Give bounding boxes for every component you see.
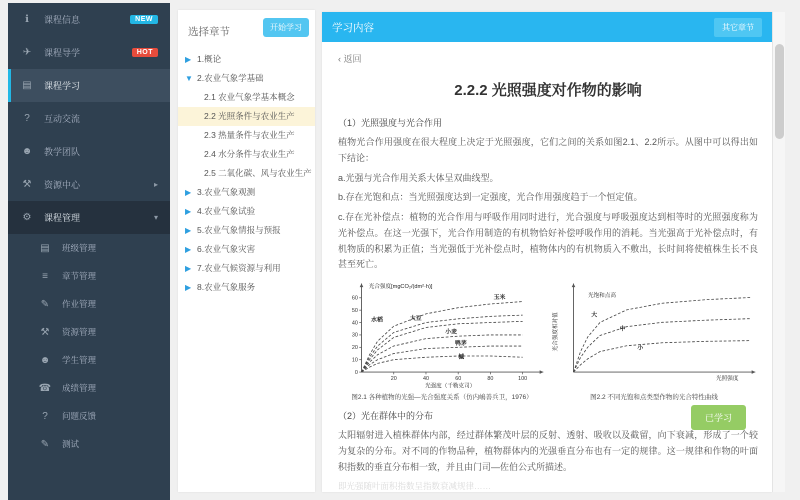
info-icon: ℹ	[25, 14, 29, 25]
content-panel	[322, 12, 772, 492]
users-icon: ☻	[39, 354, 51, 366]
question-icon: ?	[42, 410, 48, 422]
sidebar-item-label: 教学团队	[44, 147, 81, 157]
sidebar-item-label: 课程管理	[44, 213, 81, 223]
point-b: b.存在光饱和点：当光照强度达到一定强度，光合作用强度趋于一个恒定值。	[338, 192, 643, 203]
sidebar-item-users[interactable]	[8, 346, 170, 374]
chapter-tree-label: 6.农业气象灾害	[197, 244, 256, 254]
point-c-paragraph: c.存在光补偿点：植物的光合作用与呼吸作用同时进行，光合强度与呼吸强度达到相等时的光照强度称为光补偿点。在这一光强下，光合作用制造的有机物恰好补偿呼吸作用的消耗。当光强高于光补偿点时，有机物质的积累为正值；当光强低于光补偿点时，植物体内的有机物质入不敷出，长时间将使植株生长不良甚至死亡。	[338, 212, 758, 270]
status-badge: HOT	[132, 48, 158, 57]
content-header	[322, 12, 772, 42]
chapter-tree-label: 2.5 二氧化碳、风与农业生产	[204, 168, 312, 178]
sidebar-item-question[interactable]	[8, 102, 170, 135]
figure-2-1-caption: 图2.1 各种植物的光强—光合强度关系（仿内嶋善兵卫，1976）	[351, 394, 533, 401]
sidebar-item-book[interactable]	[8, 234, 170, 262]
caret-right-icon: ▶	[185, 55, 192, 64]
sidebar-item-info[interactable]	[8, 3, 170, 36]
chapter-tree-item[interactable]	[178, 259, 315, 278]
point-a: a.光强与光合作用关系大体呈双曲线型。	[338, 172, 499, 183]
back-link[interactable]: ‹ 返回	[338, 54, 362, 64]
chapter-tree-item[interactable]	[178, 145, 315, 164]
figures-row	[338, 279, 758, 401]
svg-text:水稻: 水稻	[371, 317, 383, 324]
section1-heading: （1）光照强度与光合作用	[338, 118, 443, 128]
tools-icon: ⚒	[40, 326, 50, 338]
svg-text:玉米: 玉米	[493, 295, 506, 302]
sidebar-item-label: 互动交流	[44, 114, 81, 124]
svg-text:20: 20	[390, 376, 397, 383]
caret-right-icon: ▶	[185, 188, 192, 197]
chapter-tree-label: 3.农业气象观测	[197, 187, 256, 197]
svg-text:大豆: 大豆	[409, 316, 422, 323]
svg-text:中: 中	[619, 326, 626, 333]
chapter-tree-label: 2.农业气象学基础	[197, 73, 264, 83]
other-chapters-button[interactable]: 其它章节	[714, 18, 762, 37]
svg-text:30: 30	[351, 332, 358, 339]
sidebar-item-label: 班级管理	[62, 243, 97, 253]
paragraph: 植物光合作用强度在很大程度上决定于光照强度，它们之间的关系如图2.1、2.2所示。从图中可以得出如下结论：	[338, 137, 758, 163]
sidebar-item-label: 学生管理	[62, 355, 97, 365]
svg-text:60: 60	[455, 376, 462, 383]
caret-right-icon: ▶	[185, 283, 192, 292]
users-icon: ☻	[21, 146, 33, 157]
figure-2-2	[550, 279, 758, 401]
caret-right-icon: ▶	[185, 207, 192, 216]
chapter-tree-label: 7.农业气候资源与利用	[197, 263, 281, 273]
content-header-title: 学习内容	[332, 21, 374, 34]
sidebar-item-edit[interactable]	[8, 290, 170, 318]
svg-text:鸭茅: 鸭茅	[454, 340, 467, 347]
caret-right-icon: ▶	[185, 226, 192, 235]
svg-text:光强度（千勒克司）: 光强度（千勒克司）	[424, 383, 476, 390]
sidebar-item-phone[interactable]	[8, 374, 170, 402]
edit-icon: ✎	[40, 298, 50, 310]
sidebar-item-gears[interactable]	[8, 201, 170, 234]
start-learning-button[interactable]: 开始学习	[263, 18, 309, 37]
chevron-right-icon: ▸	[153, 180, 158, 189]
chapter-tree-item[interactable]	[178, 278, 315, 297]
chapter-tree-item[interactable]	[178, 164, 315, 183]
book-icon: ▤	[40, 242, 50, 254]
caret-down-icon: ▼	[185, 74, 193, 83]
paragraph-2: 太阳辐射进入植株群体内部，经过群体繁茂叶层的反射、透射、吸收以及截留，向下衰减，形成了一个较为复杂的分布。对不同的作物品种，植物群体内的光强垂直分布也有一定的规律。这一规律和作物的叶面积指数的垂直分布相一致，并且由门司—佐伯公式所描述。	[338, 430, 758, 472]
paragraph-2-continuation: 即光强随叶面积指数呈指数衰减规律……	[338, 481, 492, 492]
svg-text:小: 小	[637, 345, 644, 352]
book-icon: ▤	[22, 80, 32, 91]
svg-text:光合强度相对值: 光合强度相对值	[553, 312, 560, 352]
figure-2-2-caption: 图2.2 不同光饱和点类型作物的光合特性曲线	[590, 394, 718, 401]
sidebar	[8, 3, 170, 500]
sidebar-item-label: 课程导学	[44, 48, 81, 58]
svg-text:40: 40	[422, 376, 429, 383]
sitemap-icon: ≡	[42, 270, 48, 282]
sidebar-item-sitemap[interactable]	[8, 262, 170, 290]
chapter-panel-header	[178, 10, 315, 50]
chapter-tree-label: 5.农业气象情报与预报	[197, 225, 281, 235]
sidebar-item-label: 资源管理	[62, 327, 97, 337]
sidebar-item-label: 章节管理	[62, 271, 97, 281]
sidebar-item-label: 问题反馈	[62, 411, 97, 421]
sidebar-main-menu	[8, 3, 170, 234]
chapter-tree-label: 8.农业气象服务	[197, 282, 256, 292]
chapter-panel-title: 选择章节	[188, 26, 230, 38]
sidebar-item-label: 课程信息	[44, 15, 81, 25]
edit-icon: ✎	[40, 438, 50, 450]
sidebar-item-users[interactable]	[8, 135, 170, 168]
svg-text:10: 10	[351, 357, 358, 364]
svg-text:光照强度: 光照强度	[716, 376, 739, 383]
svg-text:40: 40	[351, 320, 358, 327]
svg-text:100: 100	[518, 376, 528, 383]
sidebar-item-send[interactable]	[8, 36, 170, 69]
chapter-tree-label: 2.2 光照条件与农业生产	[204, 111, 295, 121]
chapter-tree-item[interactable]	[178, 126, 315, 145]
chapter-tree-item[interactable]	[178, 107, 315, 126]
chapter-tree-item[interactable]	[178, 50, 315, 69]
chapter-tree-item[interactable]	[178, 88, 315, 107]
sidebar-item-edit[interactable]	[8, 430, 170, 458]
chapter-tree-item[interactable]	[178, 221, 315, 240]
section2-heading: （2）光在群体中的分布	[338, 411, 434, 421]
learned-button[interactable]: 已学习	[691, 405, 746, 430]
svg-text:80: 80	[487, 376, 494, 383]
sidebar-item-question[interactable]	[8, 402, 170, 430]
svg-text:50: 50	[351, 307, 358, 314]
tools-icon: ⚒	[22, 179, 32, 190]
sidebar-item-label: 成绩管理	[62, 383, 97, 393]
chapter-tree-item[interactable]	[178, 69, 315, 88]
sidebar-item-label: 课程学习	[44, 81, 81, 91]
chevron-down-icon: ▾	[153, 213, 158, 222]
svg-text:大: 大	[591, 312, 598, 319]
sidebar-item-book[interactable]	[8, 69, 170, 102]
figure-2-1	[338, 279, 546, 401]
chapter-tree-label: 2.1 农业气象学基本概念	[204, 92, 295, 102]
svg-text:0: 0	[354, 369, 358, 376]
chapter-tree-item[interactable]	[178, 183, 315, 202]
light-photosynthesis-chart	[338, 279, 546, 391]
caret-right-icon: ▶	[185, 264, 192, 273]
question-icon: ?	[24, 113, 30, 124]
sidebar-item-tools[interactable]	[8, 168, 170, 201]
sidebar-item-label: 作业管理	[62, 299, 97, 309]
svg-text:光饱和点高: 光饱和点高	[587, 293, 616, 300]
send-icon: ✈	[22, 47, 32, 58]
sidebar-item-label: 测试	[62, 439, 80, 449]
chapter-panel	[178, 10, 315, 492]
chapter-tree-label: 4.农业气象试验	[197, 206, 256, 216]
svg-text:20: 20	[351, 345, 358, 352]
chapter-tree-item[interactable]	[178, 202, 315, 221]
page-title: 2.2.2 光照强度对作物的影响	[454, 82, 642, 99]
sidebar-item-tools[interactable]	[8, 318, 170, 346]
chapter-tree-item[interactable]	[178, 240, 315, 259]
chapter-tree-label: 2.4 水分条件与农业生产	[204, 149, 295, 159]
sidebar-item-label: 资源中心	[44, 180, 81, 190]
phone-icon: ☎	[38, 382, 52, 394]
chapter-tree	[178, 50, 315, 297]
chapter-tree-label: 2.3 热量条件与农业生产	[204, 130, 295, 140]
caret-right-icon: ▶	[185, 245, 192, 254]
sidebar-submenu	[8, 234, 170, 458]
scrollbar-thumb[interactable]	[775, 44, 784, 139]
chapter-tree-label: 1.概论	[197, 54, 222, 64]
status-badge: NEW	[130, 15, 158, 24]
svg-text:槭: 槭	[458, 354, 465, 361]
svg-text:光合强度[mgCO₂/(dm²·h)]: 光合强度[mgCO₂/(dm²·h)]	[368, 283, 433, 290]
saturation-type-chart	[550, 279, 758, 391]
gears-icon: ⚙	[22, 212, 32, 223]
content-scrollbar[interactable]	[772, 12, 785, 492]
svg-text:小麦: 小麦	[445, 329, 458, 336]
svg-text:60: 60	[351, 295, 358, 302]
